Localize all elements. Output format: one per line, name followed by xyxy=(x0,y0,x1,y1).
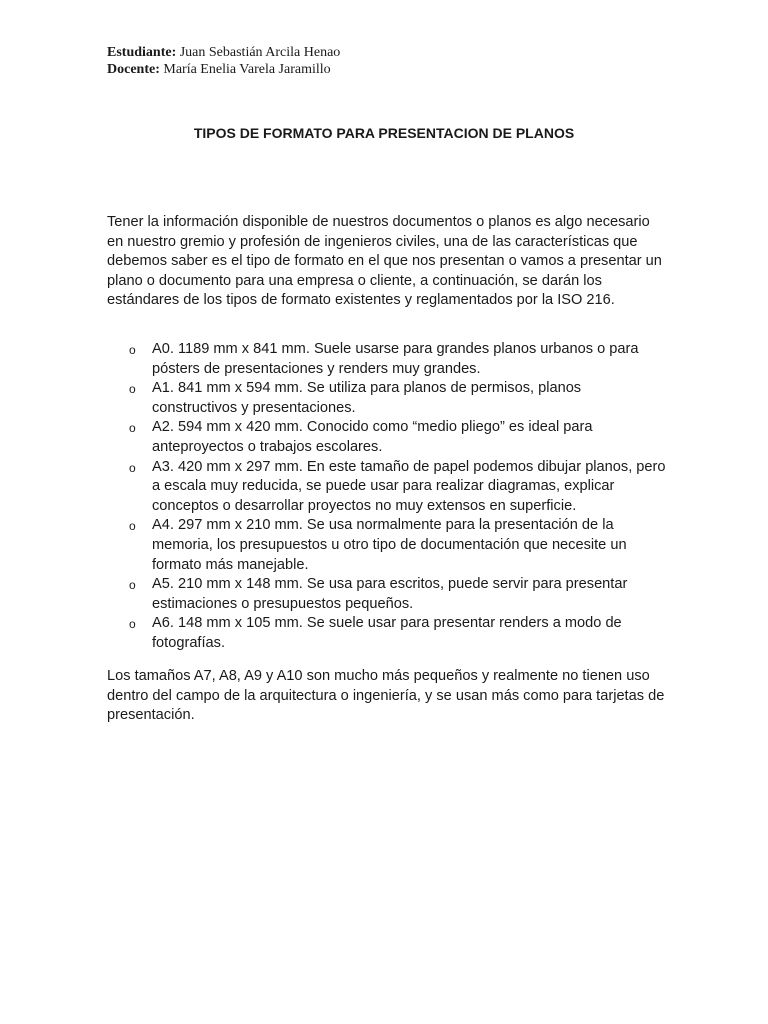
intro-paragraph: Tener la información disponible de nuestros documentos o planos es algo necesario en nuestro gremio y profesión de ingenieros civiles, una de las características que debemos saber es el tipo de formato en el que nos presentan o vamos a presentar un plano o documento para una empresa o cliente, a continuación, se darán los estándares de los tipos de formato existentes y reglamentados por la ISO 216. xyxy=(107,214,662,309)
list-item-text: A6. 148 mm x 105 mm. Se suele usar para presentar renders a modo de fotografías. xyxy=(152,615,622,651)
bullet-icon: o xyxy=(129,578,136,593)
list-item xyxy=(107,379,667,418)
teacher-line xyxy=(107,61,340,78)
bullet-icon: o xyxy=(129,519,136,534)
list-item xyxy=(107,516,667,575)
list-item-text: A0. 1189 mm x 841 mm. Suele usarse para grandes planos urbanos o para pósters de presentaciones y renders muy grandes. xyxy=(152,341,639,377)
teacher-label: Docente: xyxy=(107,62,160,77)
student-name: Juan Sebastián Arcila Henao xyxy=(179,45,341,60)
document-header xyxy=(107,44,340,78)
list-item-text: A2. 594 mm x 420 mm. Conocido como “medio pliego” es ideal para anteproyectos o trabajos escolares. xyxy=(152,419,593,455)
list-item xyxy=(107,614,667,653)
list-item-text: A1. 841 mm x 594 mm. Se utiliza para planos de permisos, planos constructivos y presentaciones. xyxy=(152,380,582,416)
format-list xyxy=(107,340,667,654)
list-item xyxy=(107,458,667,517)
bullet-icon: o xyxy=(129,382,136,397)
bullet-icon: o xyxy=(129,617,136,632)
bullet-icon: o xyxy=(129,343,136,357)
teacher-name: María Enelia Varela Jaramillo xyxy=(163,62,331,77)
list-item xyxy=(107,418,667,457)
list-item xyxy=(107,575,667,614)
page-title: TIPOS DE FORMATO PARA PRESENTACION DE PLANOS xyxy=(193,125,575,141)
closing-paragraph: Los tamaños A7, A8, A9 y A10 son mucho más pequeños y realmente no tienen uso dentro del campo de la arquitectura o ingeniería, y se usan más como para tarjetas de presentación. xyxy=(107,668,665,724)
list-item-text: A3. 420 mm x 297 mm. En este tamaño de papel podemos dibujar planos, pero a escala muy reducida, se puede usar para realizar diagramas, explicar conceptos o desarrollar proyectos no muy extensos en superficie. xyxy=(152,458,666,514)
list-item xyxy=(107,340,667,379)
list-item-text: A4. 297 mm x 210 mm. Se usa normalmente para la presentación de la memoria, los presupuestos u otro tipo de documentación que necesite un formato más manejable. xyxy=(152,517,627,573)
list-item-text: A5. 210 mm x 148 mm. Se usa para escritos, puede servir para presentar estimaciones o presupuestos pequeños. xyxy=(152,576,628,612)
student-label: Estudiante: xyxy=(107,45,177,60)
bullet-icon: o xyxy=(129,460,136,475)
bullet-icon: o xyxy=(129,421,136,436)
student-line xyxy=(107,44,340,61)
